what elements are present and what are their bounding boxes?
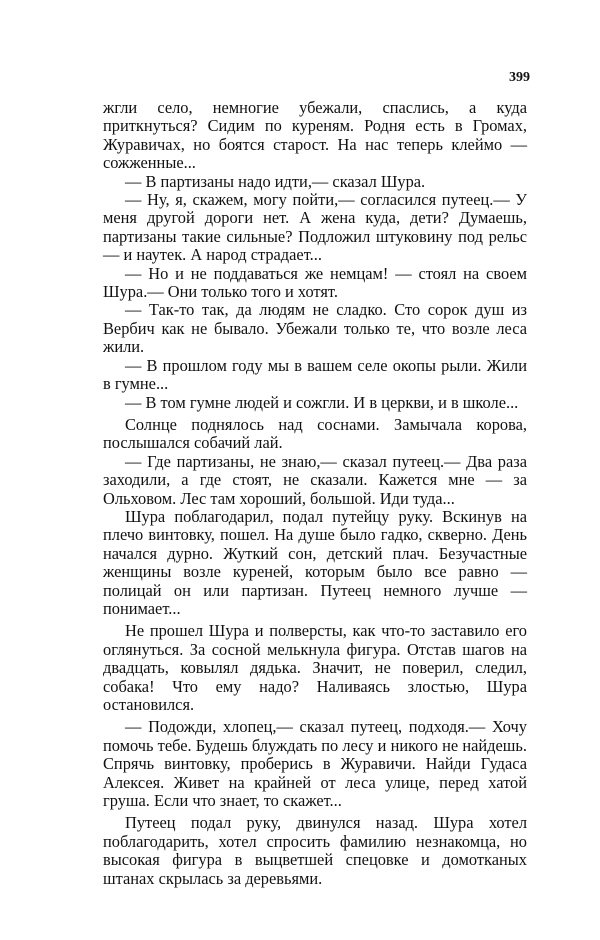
page-number: 399	[509, 70, 530, 85]
paragraph-continuation: жгли село, немногие убежали, спаслись, а куда приткнуться? Сидим по куреням. Родня есть в Громах, Журавичах, но боятся старост. На нас теперь клеймо — сожженные...	[103, 98, 527, 173]
paragraph: — В прошлом году мы в вашем селе окопы рыли. Жили в гумне...	[103, 355, 527, 394]
paragraph: — Подожди, хлопец,— сказал путеец, подходя.— Хочу помочь тебе. Будешь блуждать по лесу и никого не найдешь. Спрячь винтовку, проберись в Журавичи. Найди Гудаса Алексея. Живет на крайней от леса улице, перед хатой груша. Если что знает, то скажет...	[103, 717, 527, 811]
paragraph: — Так-то так, да людям не сладко. Сто сорок душ из Вербич как не бывало. Убежали только те, что возле леса жили.	[103, 300, 527, 357]
body-text	[103, 99, 527, 888]
paragraph: — Ну, я, скажем, могу пойти,— согласился путеец.— У меня другой дороги нет. А жена куда, дети? Думаешь, партизаны такие сильные? Подложил штуковину под рельс — и наутек. А народ страдает...	[103, 190, 527, 265]
paragraph: — В партизаны надо идти,— сказал Шура.	[125, 171, 426, 191]
paragraph: — В том гумне людей и сожгли. И в церкви, и в школе...	[125, 392, 519, 412]
paragraph: — Где партизаны, не знаю,— сказал путеец.— Два раза заходили, а где стоят, не сказали. Кажется мне — за Ольховом. Лес там хороший, большой. Иди туда...	[103, 451, 527, 508]
paragraph: — Но и не поддаваться же немцам! — стоял на своем Шура.— Они только того и хотят.	[103, 263, 527, 302]
paragraph: Солнце поднялось над соснами. Замычала корова, послышался собачий лай.	[103, 414, 527, 453]
paragraph: Не прошел Шура и полверсты, как что-то заставило его оглянуться. За сосной мелькнула фигура. Отстав шагов на двадцать, ковылял дядька. Значит, не поверил, следил, собака! Что ему надо? Наливаясь злостью, Шура остановился.	[103, 621, 527, 714]
paragraph: Шура поблагодарил, подал путейцу руку. Вскинув на плечо винтовку, пошел. На душе было гадко, скверно. День начался дурно. Жуткий сон, детский плач. Безучастные женщины возле куреней, которым было все равно — полицай он или партизан. Путеец немного лучше — понимает...	[103, 506, 527, 618]
paragraph: Путеец подал руку, двинулся назад. Шура хотел поблагодарить, хотел спросить фамилию незнакомца, но высокая фигура в выцветшей спецовке и домотканых штанах скрылась за деревьями.	[103, 813, 527, 888]
